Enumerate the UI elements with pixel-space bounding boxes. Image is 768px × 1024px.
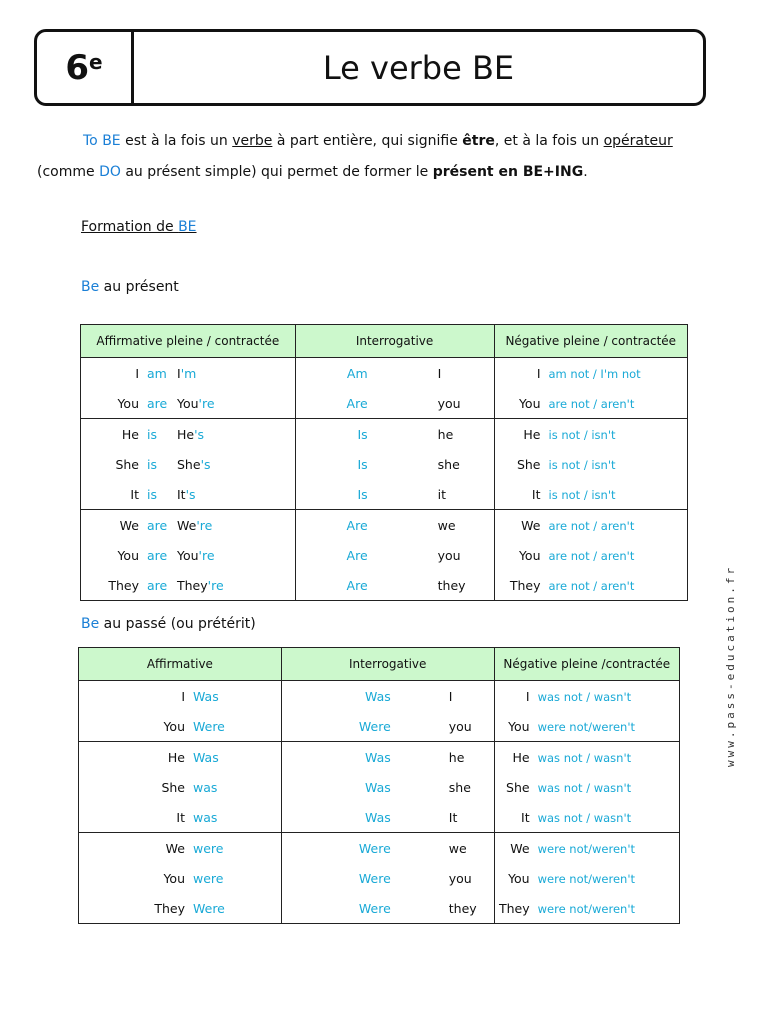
pronoun: It: [521, 809, 530, 825]
verb-form: Was: [365, 749, 391, 765]
pronoun: You: [518, 547, 541, 563]
verb-form: Was: [193, 688, 219, 704]
title-box: [34, 29, 706, 106]
interrogative-cell: [295, 388, 494, 419]
pronoun: she: [448, 779, 471, 795]
column-header: Affirmative pleine / contractée: [81, 325, 296, 358]
verb-form: Are: [346, 577, 368, 593]
pronoun: It: [448, 809, 458, 825]
contracted-verb: 'm: [180, 365, 197, 381]
pronoun: We: [510, 840, 530, 856]
pronoun: you: [437, 547, 461, 563]
affirmative-cell: [81, 419, 296, 450]
verb-form: Were: [193, 900, 225, 916]
contracted-verb: 're: [196, 517, 213, 533]
verb-form: were: [193, 840, 224, 856]
verb-form: Are: [346, 395, 368, 411]
verb-form: Is: [357, 426, 368, 442]
contracted-pronoun: He: [177, 426, 195, 442]
contracted-pronoun: It: [177, 486, 186, 502]
affirmative-cell: [81, 388, 296, 419]
interrogative-cell: [281, 893, 494, 924]
verb-form: are: [147, 547, 168, 563]
verb-form: is: [147, 456, 157, 472]
negative-cell: [494, 742, 679, 773]
negative-form: are not / aren't: [548, 548, 635, 563]
pronoun: He: [512, 749, 530, 765]
table-row: [79, 742, 680, 773]
column-header: Affirmative: [79, 648, 282, 681]
page-title: Le verbe BE: [322, 48, 515, 87]
interrogative-cell: [295, 449, 494, 479]
interrogative-cell: [295, 510, 494, 541]
pronoun: You: [518, 395, 541, 411]
pronoun: We: [119, 517, 139, 533]
negative-cell: [494, 711, 679, 742]
table-row: [81, 540, 688, 570]
negative-form: is not / isn't: [548, 457, 616, 472]
table-row: [79, 711, 680, 742]
negative-cell: [494, 510, 688, 541]
verb-form: Was: [365, 779, 391, 795]
affirmative-cell: [79, 802, 282, 833]
pronoun: I: [135, 365, 139, 381]
verb-form: Was: [365, 688, 391, 704]
formation-heading: Formation de BE: [81, 219, 197, 235]
verb-form: is: [147, 486, 157, 502]
pronoun: She: [161, 779, 185, 795]
negative-cell: [494, 802, 679, 833]
negative-cell: [494, 540, 688, 570]
verb-form: were: [193, 870, 224, 886]
verb-form: Were: [358, 900, 391, 916]
contracted-pronoun: They: [177, 577, 208, 593]
present-table: [80, 324, 688, 601]
negative-cell: [494, 833, 679, 864]
table-row: [81, 510, 688, 541]
interrogative-cell: [295, 419, 494, 450]
affirmative-cell: [81, 479, 296, 510]
interrogative-cell: [295, 479, 494, 510]
table-row: [79, 893, 680, 924]
affirmative-cell: [79, 711, 282, 742]
pronoun: It: [176, 809, 185, 825]
past-table: [78, 647, 680, 924]
table-row: [81, 479, 688, 510]
pronoun: they: [448, 900, 477, 916]
pronoun: You: [163, 870, 185, 886]
interrogative-cell: [281, 772, 494, 802]
column-header: Négative pleine / contractée: [494, 325, 688, 358]
verb-form: am: [147, 365, 167, 381]
contracted-verb: 's: [185, 486, 196, 502]
table-row: [81, 449, 688, 479]
pronoun: I: [181, 688, 185, 704]
pronoun: you: [448, 718, 472, 734]
column-header: Interrogative: [295, 325, 494, 358]
website-watermark: www.pass-education.fr: [724, 564, 737, 767]
intro-paragraph: To BE est à la fois un verbe à part entière, qui signifie être, et à la fois un opérateur (comme DO au présent simple) qui permet de former le présent en BE+ING.: [37, 133, 673, 180]
pronoun: You: [117, 395, 139, 411]
verb-form: Were: [193, 718, 225, 734]
negative-cell: [494, 358, 688, 389]
pronoun: She: [506, 779, 530, 795]
pronoun: you: [448, 870, 472, 886]
pronoun: They: [154, 900, 185, 916]
table-row: [81, 570, 688, 601]
affirmative-cell: [81, 540, 296, 570]
pronoun: I: [437, 365, 442, 381]
negative-form: were not/weren't: [537, 719, 635, 734]
table-row: [79, 681, 680, 712]
affirmative-cell: [81, 570, 296, 601]
negative-form: was not / wasn't: [537, 689, 632, 704]
pronoun: She: [115, 456, 139, 472]
pronoun: He: [167, 749, 185, 765]
verb-form: Was: [365, 809, 391, 825]
negative-form: was not / wasn't: [537, 810, 632, 825]
contracted-pronoun: I: [177, 365, 181, 381]
negative-cell: [494, 449, 688, 479]
negative-form: am not / I'm not: [548, 366, 641, 381]
pronoun: They: [498, 900, 530, 916]
affirmative-cell: [81, 510, 296, 541]
negative-form: is not / isn't: [548, 487, 616, 502]
negative-cell: [494, 388, 688, 419]
column-header: Négative pleine /contractée: [494, 648, 679, 681]
negative-cell: [494, 772, 679, 802]
interrogative-cell: [281, 802, 494, 833]
verb-form: Were: [358, 718, 391, 734]
verb-form: was: [193, 779, 218, 795]
contracted-verb: 's: [200, 456, 211, 472]
interrogative-cell: [281, 711, 494, 742]
pronoun: she: [437, 456, 460, 472]
present-heading: Be au présent: [81, 279, 179, 295]
affirmative-cell: [81, 358, 296, 389]
verb-form: Were: [358, 840, 391, 856]
pronoun: He: [523, 426, 541, 442]
negative-form: are not / aren't: [548, 396, 635, 411]
pronoun: He: [121, 426, 139, 442]
negative-form: were not/weren't: [537, 901, 635, 916]
affirmative-cell: [79, 742, 282, 773]
negative-cell: [494, 419, 688, 450]
interrogative-cell: [281, 681, 494, 712]
verb-form: was: [193, 809, 218, 825]
pronoun: he: [437, 426, 454, 442]
contracted-verb: 're: [198, 547, 215, 563]
pronoun: You: [508, 718, 530, 734]
negative-form: are not / aren't: [548, 518, 635, 533]
table-row: [81, 419, 688, 450]
verb-form: are: [147, 577, 168, 593]
verb-form: Were: [358, 870, 391, 886]
verb-form: are: [147, 395, 168, 411]
contracted-verb: 're: [198, 395, 215, 411]
negative-form: were not/weren't: [537, 841, 635, 856]
verb-form: Was: [193, 749, 219, 765]
table-row: [79, 802, 680, 833]
pronoun: I: [525, 688, 530, 704]
pronoun: we: [437, 517, 456, 533]
negative-form: were not/weren't: [537, 871, 635, 886]
negative-cell: [494, 681, 679, 712]
contracted-pronoun: You: [177, 395, 199, 411]
affirmative-cell: [79, 833, 282, 864]
pronoun: we: [448, 840, 467, 856]
affirmative-cell: [79, 863, 282, 893]
interrogative-cell: [295, 570, 494, 601]
negative-cell: [494, 863, 679, 893]
verb-form: Am: [346, 365, 368, 381]
negative-form: are not / aren't: [548, 578, 635, 593]
pronoun: It: [130, 486, 139, 502]
pronoun: you: [437, 395, 461, 411]
column-header: Interrogative: [281, 648, 494, 681]
pronoun: She: [516, 456, 541, 472]
grade-label: 6 $^e$: [37, 32, 134, 103]
contracted-verb: 're: [207, 577, 224, 593]
contracted-verb: 's: [194, 426, 205, 442]
pronoun: he: [448, 749, 465, 765]
negative-cell: [494, 570, 688, 601]
pronoun: I: [448, 688, 453, 704]
pronoun: I: [536, 365, 541, 381]
pronoun: it: [437, 486, 447, 502]
negative-cell: [494, 479, 688, 510]
pronoun: We: [165, 840, 185, 856]
pronoun: They: [509, 577, 541, 593]
affirmative-cell: [79, 772, 282, 802]
table-row: [79, 833, 680, 864]
table-row: [79, 772, 680, 802]
negative-form: was not / wasn't: [537, 750, 632, 765]
verb-form: is: [147, 426, 157, 442]
negative-form: was not / wasn't: [537, 780, 632, 795]
pronoun: We: [521, 517, 541, 533]
pronoun: It: [531, 486, 541, 502]
affirmative-cell: [79, 893, 282, 924]
pronoun: You: [117, 547, 139, 563]
negative-form: is not / isn't: [548, 427, 616, 442]
verb-form: Are: [346, 547, 368, 563]
negative-cell: [494, 893, 679, 924]
contracted-pronoun: She: [177, 456, 201, 472]
past-heading: Be au passé (ou prétérit): [81, 616, 256, 632]
table-row: [81, 358, 688, 389]
verb-form: are: [147, 517, 168, 533]
pronoun: You: [163, 718, 185, 734]
interrogative-cell: [295, 358, 494, 389]
interrogative-cell: [295, 540, 494, 570]
table-row: [81, 388, 688, 419]
table-row: [79, 863, 680, 893]
contracted-pronoun: We: [177, 517, 197, 533]
affirmative-cell: [79, 681, 282, 712]
affirmative-cell: [81, 449, 296, 479]
verb-form: Is: [357, 486, 368, 502]
pronoun: You: [508, 870, 530, 886]
interrogative-cell: [281, 742, 494, 773]
interrogative-cell: [281, 863, 494, 893]
verb-form: Is: [357, 456, 368, 472]
contracted-pronoun: You: [177, 547, 199, 563]
interrogative-cell: [281, 833, 494, 864]
pronoun: They: [108, 577, 139, 593]
verb-form: Are: [346, 517, 368, 533]
pronoun: they: [437, 577, 466, 593]
